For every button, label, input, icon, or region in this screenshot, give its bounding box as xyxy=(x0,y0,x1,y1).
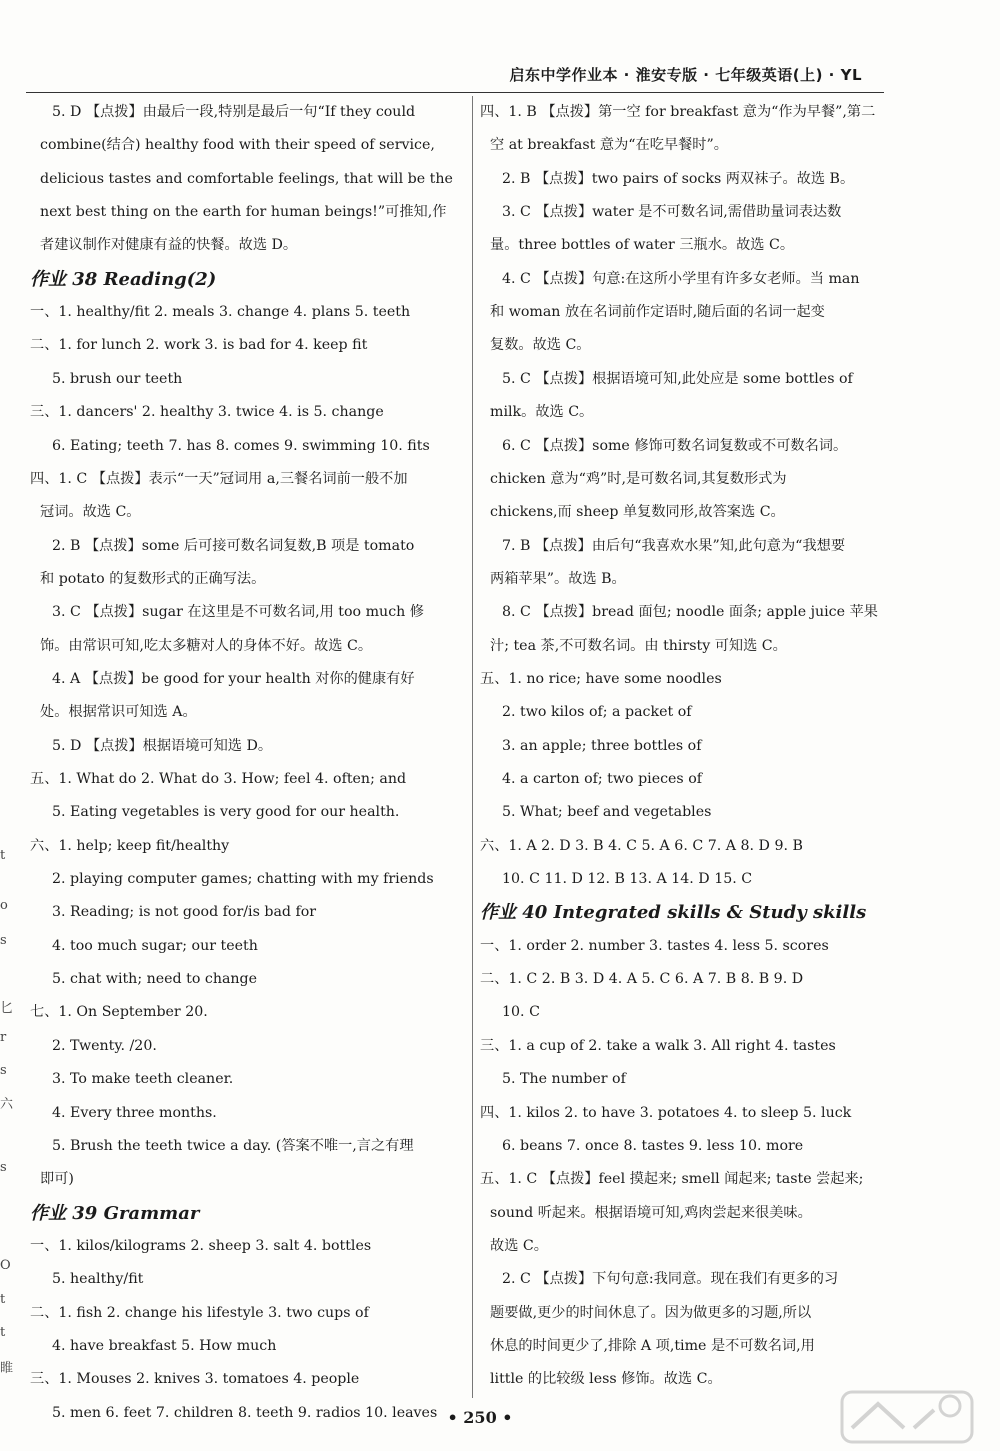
answer-line: little 的比较级 less 修饰。故选 C。 xyxy=(490,1371,722,1388)
answer-line: 空 at breakfast 意为“在吃早餐时”。 xyxy=(490,137,728,154)
answer-line: 3. C 【点拨】water 是不可数名词,需借助量词表达数 xyxy=(502,204,842,221)
answer-line: 5. What; beef and vegetables xyxy=(502,804,712,821)
answer-line: 5. Eating vegetables is very good for our health. xyxy=(52,804,400,821)
answer-line: 处。根据常识可知选 A。 xyxy=(40,704,197,721)
answer-line: 5. D 【点拨】根据语境可知选 D。 xyxy=(52,737,273,754)
answer-line: 和 woman 放在名词前作定语时,随后面的名词一起变 xyxy=(490,304,825,321)
answer-line: 冠词。故选 C。 xyxy=(40,504,141,521)
answer-line: 3. Reading; is not good for/is bad for xyxy=(52,904,317,921)
answer-line: 2. B 【点拨】two pairs of socks 两双袜子。故选 B。 xyxy=(502,170,855,187)
answer-line: 4. a carton of; two pieces of xyxy=(502,771,703,787)
edge-fragment: t xyxy=(0,848,6,863)
answer-line: 一、1. kilos/kilograms 2. sheep 3. salt 4. bottles xyxy=(30,1237,372,1254)
answer-line: 2. Twenty. /20. xyxy=(52,1037,157,1054)
answer-line: 4. Every three months. xyxy=(52,1104,217,1121)
answer-line: 10. C xyxy=(502,1004,540,1021)
answer-line: 10. C 11. D 12. B 13. A 14. D 15. C xyxy=(502,871,753,888)
answer-line: 7. B 【点拨】由后句“我喜欢水果”知,此句意为“我想要 xyxy=(502,537,846,554)
edge-fragment: 睢 xyxy=(0,1361,14,1376)
edge-fragment: o xyxy=(0,898,8,913)
answer-line: 故选 C。 xyxy=(490,1237,548,1254)
answer-line: chickens,而 sheep 单复数同形,故答案选 C。 xyxy=(490,504,785,521)
section-heading: 作业 39 Grammar xyxy=(30,1202,200,1224)
answer-line: 2. B 【点拨】some 后可接可数名词复数,B 项是 tomato xyxy=(52,537,415,554)
answer-line: 4. too much sugar; our teeth xyxy=(52,937,258,954)
answer-line: 五、1. no rice; have some noodles xyxy=(480,670,722,687)
answer-line: 四、1. B 【点拨】第一空 for breakfast 意为“作为早餐”,第二 xyxy=(480,104,876,120)
answer-line: 4. A 【点拨】be good for your health 对你的健康有好 xyxy=(52,670,415,687)
answer-line: 5. The number of xyxy=(502,1071,626,1088)
answer-line: 题要做,更少的时间休息了。因为做更多的习题,所以 xyxy=(490,1304,812,1321)
answer-line: 复数。故选 C。 xyxy=(490,337,591,354)
answer-line: next best thing on the earth for human beings!”可推知,作 xyxy=(40,204,447,221)
answer-line: 一、1. healthy/fit 2. meals 3. change 4. plans 5. teeth xyxy=(30,304,411,321)
answer-line: 二、1. for lunch 2. work 3. is bad for 4. keep fit xyxy=(30,337,368,354)
answer-line: 4. have breakfast 5. How much xyxy=(52,1337,277,1354)
answer-line: combine(结合) healthy food with their speed of service, xyxy=(40,137,435,154)
page-number: • 250 • xyxy=(447,1408,513,1427)
answer-line: 量。three bottles of water 三瓶水。故选 C。 xyxy=(490,237,795,254)
answer-line: 5. brush our teeth xyxy=(52,370,183,387)
answer-line: 六、1. help; keep fit/healthy xyxy=(30,837,230,854)
edge-fragment: s xyxy=(0,933,7,948)
answer-line: 6. beans 7. once 8. tastes 9. less 10. more xyxy=(502,1137,804,1154)
edge-fragment: 六 xyxy=(0,1097,14,1112)
answer-line: milk。故选 C。 xyxy=(490,404,594,421)
edge-fragment: 匕 xyxy=(0,1001,14,1016)
answer-line: 二、1. fish 2. change his lifestyle 3. two cups of xyxy=(30,1304,369,1321)
section-heading: 作业 38 Reading(2) xyxy=(30,268,217,290)
answer-line: 3. an apple; three bottles of xyxy=(502,737,702,754)
answer-line: 五、1. What do 2. What do 3. How; feel 4. often; and xyxy=(30,771,407,787)
answer-line: 5. chat with; need to change xyxy=(52,971,258,988)
answer-line: 三、1. Mouses 2. knives 3. tomatoes 4. people xyxy=(30,1371,360,1388)
edge-fragment: r xyxy=(0,1030,7,1045)
answer-line: 汁; tea 茶,不可数名词。由 thirsty 可知选 C。 xyxy=(490,637,787,654)
section-heading: 作业 40 Integrated skills & Study skills xyxy=(480,902,867,924)
answer-line: 6. C 【点拨】some 修饰可数名词复数或不可数名词。 xyxy=(502,437,848,454)
answer-line: 四、1. C 【点拨】表示“一天”冠词用 a,三餐名词前一般不加 xyxy=(30,470,408,487)
answer-line: 2. playing computer games; chatting with my friends xyxy=(52,871,434,888)
answer-line: 5. C 【点拨】根据语境可知,此处应是 some bottles of xyxy=(502,370,853,387)
answer-line: 3. C 【点拨】sugar 在这里是不可数名词,用 too much 修 xyxy=(52,604,424,621)
answer-line: 5. healthy/fit xyxy=(52,1271,144,1288)
answer-line: 饰。由常识可知,吃太多糖对人的身体不好。故选 C。 xyxy=(40,637,373,654)
answer-line: delicious tastes and comfortable feelings, that will be the xyxy=(40,170,453,187)
column-divider xyxy=(472,96,473,1398)
answer-line: 四、1. kilos 2. to have 3. potatoes 4. to sleep 5. luck xyxy=(480,1104,852,1121)
answer-line: chicken 意为“鸡”时,是可数名词,其复数形式为 xyxy=(490,470,787,487)
header-title: 启东中学作业本 · 淮安专版 · 七年级英语(上) · YL xyxy=(509,66,862,84)
answer-line: 六、1. A 2. D 3. B 4. C 5. A 6. C 7. A 8. D 9. B xyxy=(480,837,803,854)
answer-line: 即可) xyxy=(40,1171,74,1188)
answer-line: 三、1. a cup of 2. take a walk 3. All right 4. tastes xyxy=(480,1037,836,1054)
answer-line: 8. C 【点拨】bread 面包; noodle 面条; apple juice 苹果 xyxy=(502,604,878,621)
edge-fragment: t xyxy=(0,1292,6,1307)
answer-line: 4. C 【点拨】句意:在这所小学里有许多女老师。当 man xyxy=(502,270,860,287)
answer-line: 5. D 【点拨】由最后一段,特别是最后一句“If they could xyxy=(52,104,416,120)
answer-line: 6. Eating; teeth 7. has 8. comes 9. swimming 10. fits xyxy=(52,437,430,454)
edge-fragment: O xyxy=(0,1258,11,1273)
answer-line: 休息的时间更少了,排除 A 项,time 是不可数名词,用 xyxy=(490,1337,815,1354)
edge-fragment: s xyxy=(0,1063,7,1078)
answer-line: sound 听起来。根据语境可知,鸡肉尝起来很美味。 xyxy=(490,1204,812,1221)
answer-line: 两箱苹果”。故选 B。 xyxy=(490,570,626,587)
answer-line: 2. two kilos of; a packet of xyxy=(502,704,692,721)
answer-line: 5. men 6. feet 7. children 8. teeth 9. radios 10. leaves xyxy=(52,1404,438,1421)
edge-fragment: t xyxy=(0,1325,6,1340)
answer-line: 3. To make teeth cleaner. xyxy=(52,1071,234,1088)
edge-fragment: s xyxy=(0,1160,7,1175)
running-header xyxy=(26,62,884,93)
answer-line: 2. C 【点拨】下句句意:我同意。现在我们有更多的习 xyxy=(502,1271,839,1288)
answer-line: 5. Brush the teeth twice a day. (答案不唯一,言之有理 xyxy=(52,1137,414,1154)
answer-line: 三、1. dancers' 2. healthy 3. twice 4. is 5. change xyxy=(30,404,384,421)
answer-line: 和 potato 的复数形式的正确写法。 xyxy=(40,570,266,587)
watermark-logo-icon xyxy=(838,1388,976,1446)
answer-line: 者建议制作对健康有益的快餐。故选 D。 xyxy=(40,237,298,254)
answer-line: 七、1. On September 20. xyxy=(30,1004,208,1021)
answer-line: 一、1. order 2. number 3. tastes 4. less 5. scores xyxy=(480,937,829,954)
answer-line: 五、1. C 【点拨】feel 摸起来; smell 闻起来; taste 尝起来; xyxy=(480,1171,864,1188)
answer-line: 二、1. C 2. B 3. D 4. A 5. C 6. A 7. B 8. B 9. D xyxy=(480,971,804,988)
